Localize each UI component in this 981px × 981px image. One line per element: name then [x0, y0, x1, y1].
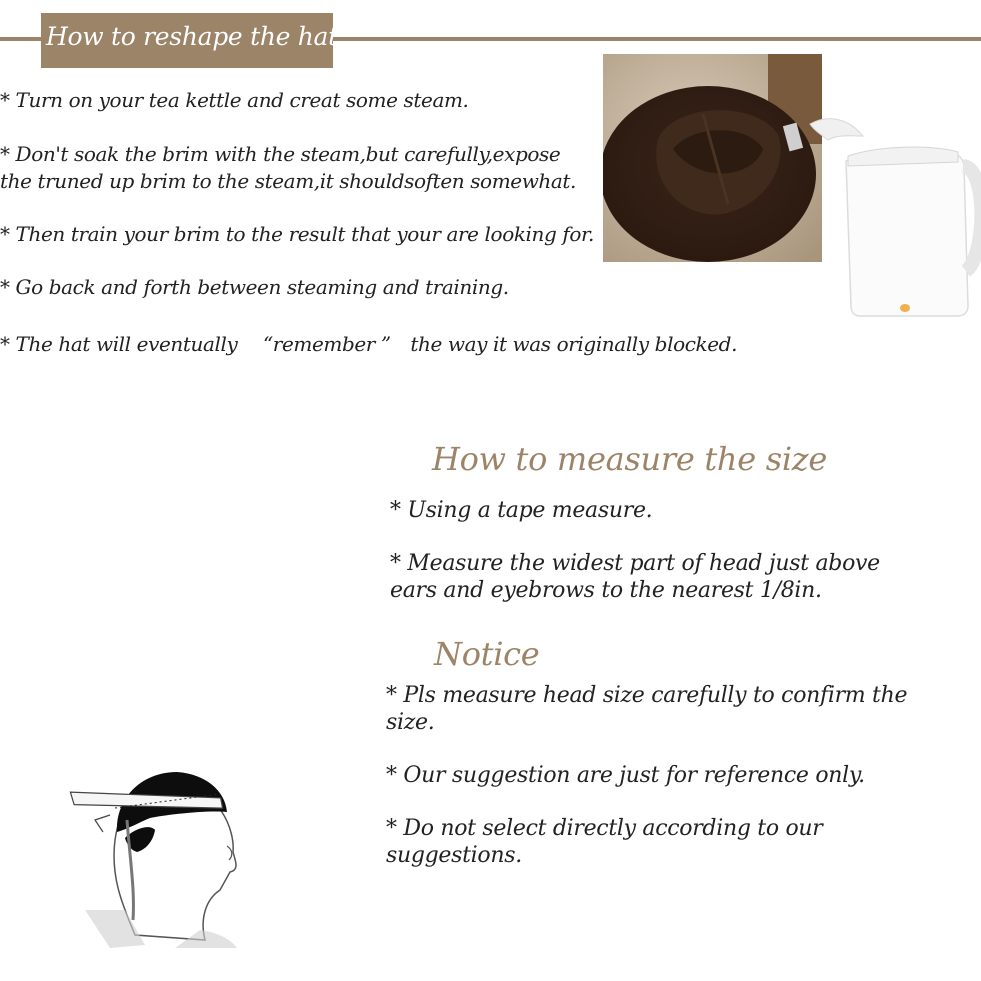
reshape-step-1: * Turn on your tea kettle and creat some steam.	[0, 88, 469, 112]
notice-item-3: * Do not select directly according to our	[386, 816, 823, 841]
kettle-icon	[808, 106, 981, 321]
measure-title: How to measure the size	[432, 440, 827, 478]
reshape-step-2: * Don't soak the brim with the steam,but carefully,expose	[0, 142, 561, 166]
head-measure-illustration-icon	[55, 760, 255, 950]
reshape-title: How to reshape the hat	[46, 22, 338, 51]
notice-item-3-cont: suggestions.	[386, 843, 522, 868]
measure-step-2-cont: ears and eyebrows to the nearest 1/8in.	[390, 578, 822, 603]
measure-step-2: * Measure the widest part of head just above	[390, 551, 880, 576]
notice-item-2: * Our suggestion are just for reference only.	[386, 763, 865, 788]
hat-photo-icon	[603, 54, 822, 262]
reshape-step-4: * Go back and forth between steaming and training.	[0, 275, 509, 299]
reshape-step-5: * The hat will eventually “remember ” the way it was originally blocked.	[0, 332, 738, 356]
reshape-step-2-cont: the truned up brim to the steam,it shouldsoften somewhat.	[0, 169, 577, 193]
notice-item-1: * Pls measure head size carefully to confirm the	[386, 683, 908, 708]
measure-step-1: * Using a tape measure.	[390, 498, 653, 523]
notice-title: Notice	[434, 635, 540, 673]
reshape-step-3: * Then train your brim to the result that your are looking for.	[0, 222, 594, 246]
notice-item-1-cont: size.	[386, 710, 435, 735]
